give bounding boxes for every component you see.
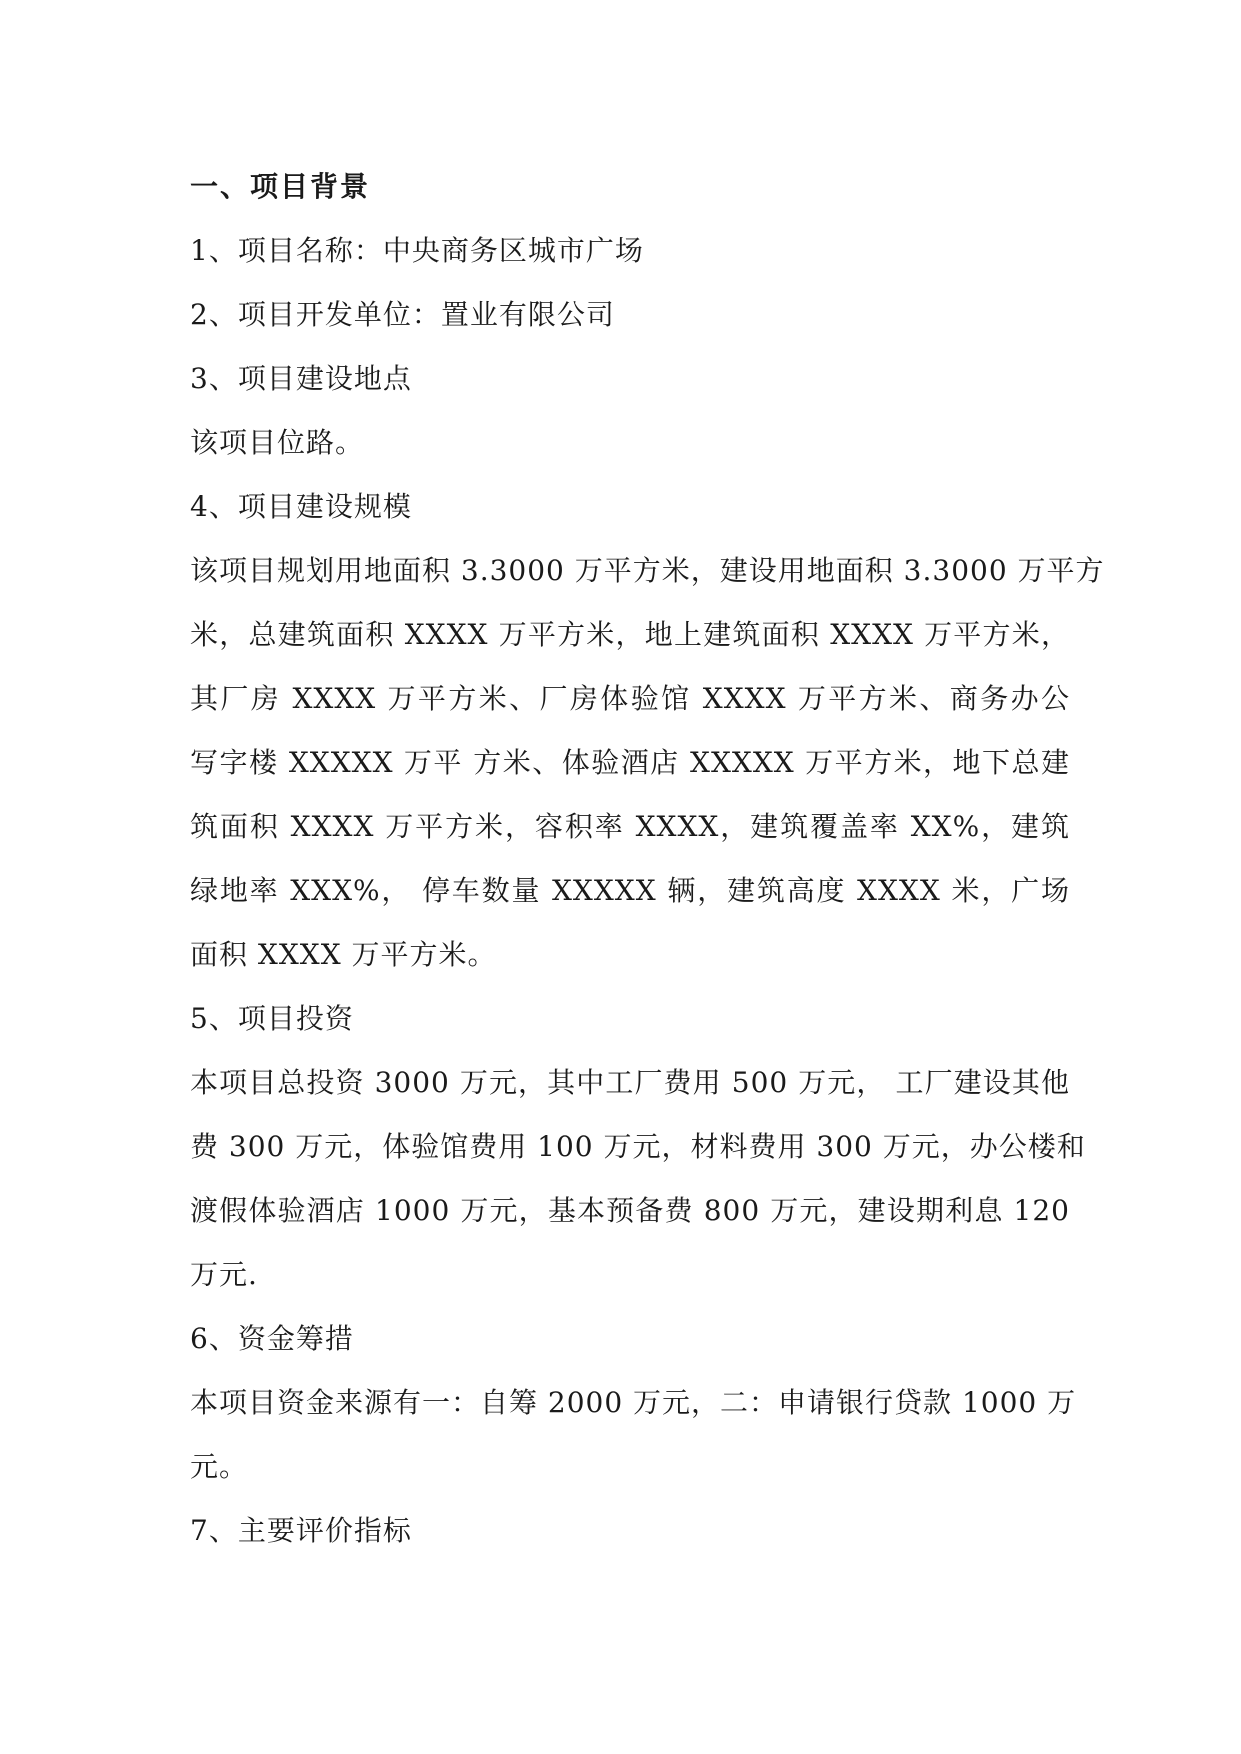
scale-title: 4、项目建设规模 bbox=[190, 490, 412, 523]
scale-line: 写字楼 XXXXX 万平 方米、体验酒店 XXXXX 万平方米，地下总建 bbox=[190, 746, 1070, 779]
investment-line: 万元. bbox=[190, 1258, 258, 1291]
investment-line: 本项目总投资 3000 万元，其中工厂费用 500 万元， 工厂建设其他 bbox=[190, 1066, 1070, 1099]
scale-line: 面积 XXXX 万平方米。 bbox=[190, 938, 497, 971]
investment-line: 渡假体验酒店 1000 万元，基本预备费 800 万元，建设期利息 120 bbox=[190, 1194, 1070, 1227]
document-body bbox=[190, 155, 1105, 1563]
scale-line: 筑面积 XXXX 万平方米，容积率 XXXX，建筑覆盖率 XX%，建筑 bbox=[190, 810, 1070, 843]
scale-line: 米，总建筑面积 XXXX 万平方米，地上建筑面积 XXXX 万平方米， bbox=[190, 618, 1070, 651]
funding-title: 6、资金筹措 bbox=[190, 1322, 354, 1355]
scale-line: 其厂房 XXXX 万平方米、厂房体验馆 XXXX 万平方米、商务办公 bbox=[190, 682, 1070, 715]
project-name: 1、项目名称：中央商务区城市广场 bbox=[190, 234, 644, 267]
project-developer: 2、项目开发单位：置业有限公司 bbox=[190, 298, 615, 331]
investment-line: 费 300 万元，体验馆费用 100 万元，材料费用 300 万元，办公楼和 bbox=[190, 1130, 1086, 1163]
investment-title: 5、项目投资 bbox=[190, 1002, 354, 1035]
location-text: 该项目位路。 bbox=[190, 426, 365, 459]
funding-line: 元。 bbox=[190, 1450, 249, 1483]
scale-paragraph bbox=[190, 539, 1105, 987]
indicators-title: 7、主要评价指标 bbox=[190, 1514, 412, 1547]
funding-paragraph bbox=[190, 1371, 1077, 1499]
investment-paragraph bbox=[190, 1051, 1086, 1307]
location-title: 3、项目建设地点 bbox=[190, 362, 412, 395]
section-title: 一、项目背景 bbox=[190, 170, 371, 203]
funding-line: 本项目资金来源有一：自筹 2000 万元，二：申请银行贷款 1000 万 bbox=[190, 1386, 1077, 1419]
scale-line: 该项目规划用地面积 3.3000 万平方米，建设用地面积 3.3000 万平方 bbox=[190, 554, 1105, 587]
scale-line: 绿地率 XXX%， 停车数量 XXXXX 辆，建筑高度 XXXX 米，广场 bbox=[190, 874, 1070, 907]
